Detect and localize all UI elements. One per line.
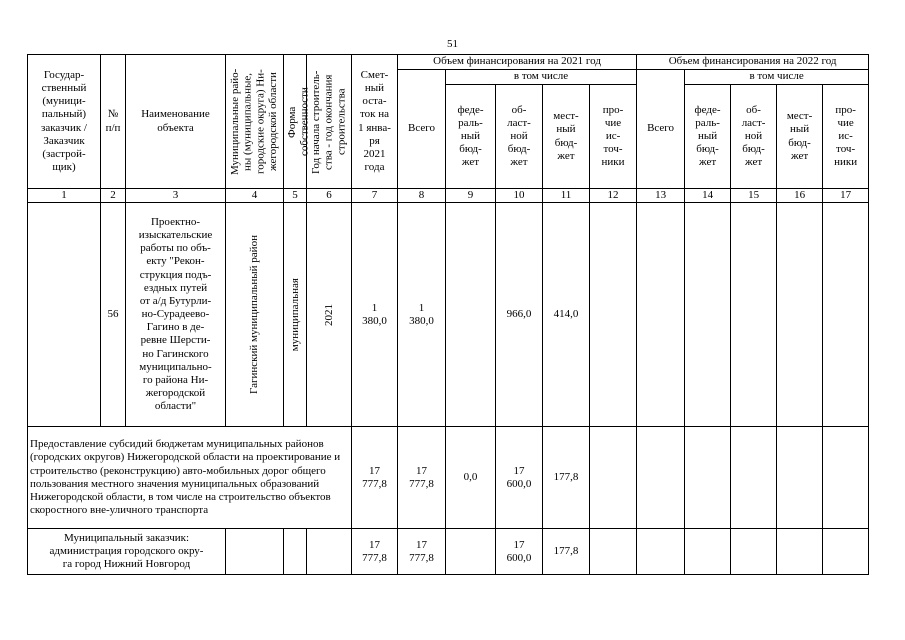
colnum: 6: [307, 189, 352, 203]
empty-cell: [685, 203, 731, 427]
row56-name: Проектно- изыскательские работы по объ- екту "Рекон- струкция подъ- ездных путей от а/д Бутурли- но-Сурадеево- Гагино в де- ревне Шерсти- но Гагинского муниципально- го района Ни- жегородской области": [126, 203, 226, 427]
row56-customer: [28, 203, 101, 427]
empty-cell: [637, 203, 685, 427]
hdr-regional-2022: об- ласт- ной бюд- жет: [731, 85, 777, 189]
colnum: 10: [496, 189, 543, 203]
table-row: [28, 529, 869, 575]
empty-cell: [731, 427, 777, 529]
hdr-years: Год начала строитель- ства - год окончания строительства: [307, 55, 352, 189]
hdr-local-2021: мест- ный бюд- жет: [543, 85, 590, 189]
subsidy-regional: 17 600,0: [496, 427, 543, 529]
customer-remaining: 17 777,8: [352, 529, 398, 575]
row56-ownership: муниципальная: [284, 203, 307, 427]
empty-cell: [590, 529, 637, 575]
colnum: 11: [543, 189, 590, 203]
empty-cell: [284, 529, 307, 575]
table-row: [28, 427, 869, 529]
hdr-local-2022: мест- ный бюд- жет: [777, 85, 823, 189]
colnum: 8: [398, 189, 446, 203]
customer-total: 17 777,8: [398, 529, 446, 575]
row56-other: [590, 203, 637, 427]
empty-cell: [823, 529, 869, 575]
empty-cell: [637, 529, 685, 575]
hdr-customer: Государ- ственный (муници- пальный) заказчик / Заказчик (застрой- щик): [28, 55, 101, 189]
empty-cell: [823, 427, 869, 529]
empty-cell: [777, 529, 823, 575]
hdr-other-2022: про- чие ис- точ- ники: [823, 85, 869, 189]
customer-regional: 17 600,0: [496, 529, 543, 575]
financing-table: [27, 54, 869, 575]
hdr-incl-2022: в том числе: [685, 70, 869, 85]
hdr-federal-2022: феде- раль- ный бюд- жет: [685, 85, 731, 189]
page-number: 51: [447, 38, 458, 50]
subsidy-local: 177,8: [543, 427, 590, 529]
empty-cell: [777, 427, 823, 529]
empty-cell: [685, 529, 731, 575]
colnum: 13: [637, 189, 685, 203]
empty-cell: [685, 427, 731, 529]
row56-num: 56: [101, 203, 126, 427]
colnum: 5: [284, 189, 307, 203]
row56-local: 414,0: [543, 203, 590, 427]
subsidy-remaining: 17 777,8: [352, 427, 398, 529]
hdr-other-2021: про- чие ис- точ- ники: [590, 85, 637, 189]
empty-cell: [731, 203, 777, 427]
hdr-ownership: Форма собственности: [284, 55, 307, 189]
row56-regional: 966,0: [496, 203, 543, 427]
empty-cell: [226, 529, 284, 575]
colnum: 7: [352, 189, 398, 203]
colnum: 12: [590, 189, 637, 203]
empty-cell: [590, 427, 637, 529]
hdr-object-name: Наименование объекта: [126, 55, 226, 189]
customer-text: Муниципальный заказчик: администрация городского окру- га город Нижний Новгород: [28, 529, 226, 575]
empty-cell: [823, 203, 869, 427]
empty-cell: [446, 529, 496, 575]
column-numbers-row: [28, 189, 869, 203]
row56-total: 1 380,0: [398, 203, 446, 427]
hdr-remaining: Смет- ный оста- ток на 1 янва- ря 2021 года: [352, 55, 398, 189]
colnum: 17: [823, 189, 869, 203]
subsidy-total: 17 777,8: [398, 427, 446, 529]
hdr-incl-2021: в том числе: [446, 70, 637, 85]
subsidy-text: Предоставление субсидий бюджетам муниципальных районов (городских округов) Нижегородской области на проектирование и строительство (реконструкцию) авто-мобильных дорог общего пользования местного значения муниципальных образований Нижегородской области, в том числе на строительство объектов скоростного вне-уличного транспорта: [28, 427, 352, 529]
colnum: 9: [446, 189, 496, 203]
hdr-federal-2021: феде- раль- ный бюд- жет: [446, 85, 496, 189]
row56-years: 2021: [307, 203, 352, 427]
colnum: 4: [226, 189, 284, 203]
colnum: 3: [126, 189, 226, 203]
row56-remaining: 1 380,0: [352, 203, 398, 427]
hdr-regional-2021: об- ласт- ной бюд- жет: [496, 85, 543, 189]
hdr-total-2021: Всего: [398, 70, 446, 189]
empty-cell: [307, 529, 352, 575]
subsidy-federal: 0,0: [446, 427, 496, 529]
colnum: 16: [777, 189, 823, 203]
empty-cell: [637, 427, 685, 529]
colnum: 15: [731, 189, 777, 203]
table-row: [28, 203, 869, 427]
hdr-num: № п/п: [101, 55, 126, 189]
empty-cell: [777, 203, 823, 427]
hdr-total-2022: Всего: [637, 70, 685, 189]
hdr-district: Муниципальные райо- ны (муниципальные, городские округа) Ни- жегородской области: [226, 55, 284, 189]
colnum: 14: [685, 189, 731, 203]
colnum: 1: [28, 189, 101, 203]
row56-district: Гагинский муниципальный район: [226, 203, 284, 427]
customer-local: 177,8: [543, 529, 590, 575]
hdr-fin-2021: Объем финансирования на 2021 год: [398, 55, 637, 70]
row56-federal: [446, 203, 496, 427]
empty-cell: [731, 529, 777, 575]
colnum: 2: [101, 189, 126, 203]
hdr-fin-2022: Объем финансирования на 2022 год: [637, 55, 869, 70]
